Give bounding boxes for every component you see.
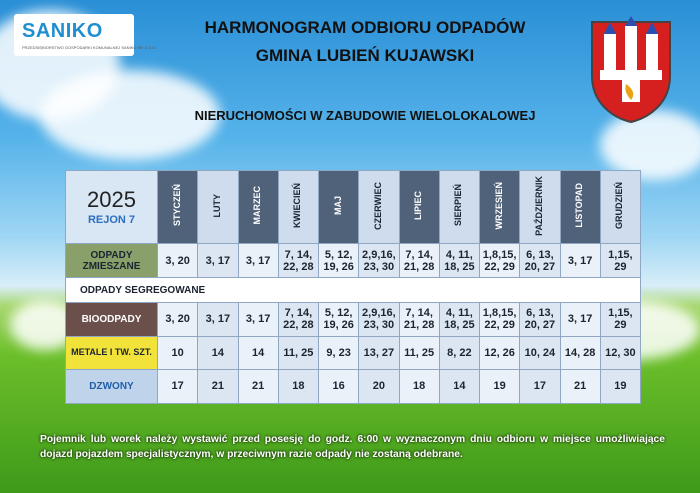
coat-of-arms-icon <box>586 14 676 124</box>
date-cell: 3, 17 <box>238 302 278 336</box>
date-cell: 3, 20 <box>158 243 198 277</box>
date-cell: 7, 14, 22, 28 <box>278 243 318 277</box>
row-label-mixed-waste: ODPADY ZMIESZANE <box>66 243 158 277</box>
date-cell: 1,15, 29 <box>600 243 640 277</box>
date-cell: 7, 14, 21, 28 <box>399 243 439 277</box>
date-cell: 18 <box>399 369 439 403</box>
date-cell: 6, 13, 20, 27 <box>520 302 560 336</box>
page-subtitle-municipality: GMINA LUBIEŃ KUJAWSKI <box>255 46 475 65</box>
segregated-section-row <box>66 278 641 302</box>
date-cell: 1,8,15, 22, 29 <box>480 302 520 336</box>
date-cell: 1,8,15, 22, 29 <box>480 243 520 277</box>
month-header: PAŹDZIERNIK <box>520 171 560 244</box>
date-cell: 9, 23 <box>319 337 359 369</box>
month-header: LIPIEC <box>399 171 439 244</box>
date-cell: 10 <box>158 337 198 369</box>
schedule-table <box>65 170 641 404</box>
date-cell: 19 <box>600 369 640 403</box>
date-cell: 14, 28 <box>560 337 600 369</box>
collection-note: Pojemnik lub worek należy wystawić przed posesję do godz. 6:00 w wyznaczonym dniu odbioru w miejsce umożliwiające dojazd pojazdem specjalistycznym, w przeciwnym razie odpady nie zostaną odebrane. <box>40 434 665 460</box>
date-cell: 21 <box>198 369 238 403</box>
date-cell: 17 <box>520 369 560 403</box>
date-cell: 14 <box>198 337 238 369</box>
date-cell: 19 <box>480 369 520 403</box>
date-cell: 16 <box>319 369 359 403</box>
month-header: LISTOPAD <box>560 171 600 244</box>
date-cell: 7, 14, 21, 28 <box>399 302 439 336</box>
date-cell: 21 <box>238 369 278 403</box>
month-header: LUTY <box>198 171 238 244</box>
date-cell: 14 <box>439 369 479 403</box>
row-label-metals-plastics: METALE I TW. SZT. <box>66 337 158 369</box>
date-cell: 3, 17 <box>198 302 238 336</box>
date-cell: 10, 24 <box>520 337 560 369</box>
date-cell: 6, 13, 20, 27 <box>520 243 560 277</box>
date-cell: 11, 25 <box>278 337 318 369</box>
saniko-logo <box>14 14 157 56</box>
logo-brand: SANIKO <box>22 20 103 42</box>
date-cell: 12, 26 <box>480 337 520 369</box>
date-cell: 8, 22 <box>439 337 479 369</box>
month-header: SIERPIEŃ <box>439 171 479 244</box>
table-row <box>66 369 641 403</box>
region: REJON 7 <box>87 214 136 227</box>
date-cell: 5, 12, 19, 26 <box>319 243 359 277</box>
year: 2025 <box>87 186 136 212</box>
year-region-header <box>66 171 158 244</box>
row-label-biowaste: BIOODPADY <box>66 302 158 336</box>
month-header: WRZESIEŃ <box>480 171 520 244</box>
date-cell: 18 <box>278 369 318 403</box>
date-cell: 14 <box>238 337 278 369</box>
date-cell: 3, 17 <box>238 243 278 277</box>
date-cell: 21 <box>560 369 600 403</box>
date-cell: 3, 17 <box>560 243 600 277</box>
date-cell: 2,9,16, 23, 30 <box>359 243 399 277</box>
date-cell: 20 <box>359 369 399 403</box>
table-row <box>66 302 641 336</box>
property-type-heading: NIERUCHOMOŚCI W ZABUDOWIE WIELOLOKALOWEJ <box>194 108 536 123</box>
table-row <box>66 337 641 369</box>
row-label-glass: DZWONY <box>66 369 158 403</box>
month-header: CZERWIEC <box>359 171 399 244</box>
date-cell: 17 <box>158 369 198 403</box>
month-header: KWIECIEŃ <box>278 171 318 244</box>
date-cell: 3, 20 <box>158 302 198 336</box>
date-cell: 4, 11, 18, 25 <box>439 302 479 336</box>
date-cell: 5, 12, 19, 26 <box>319 302 359 336</box>
date-cell: 13, 27 <box>359 337 399 369</box>
table-header-row <box>66 171 641 244</box>
table-row <box>66 243 641 277</box>
date-cell: 7, 14, 22, 28 <box>278 302 318 336</box>
date-cell: 1,15, 29 <box>600 302 640 336</box>
date-cell: 2,9,16, 23, 30 <box>359 302 399 336</box>
date-cell: 11, 25 <box>399 337 439 369</box>
date-cell: 3, 17 <box>198 243 238 277</box>
date-cell: 12, 30 <box>600 337 640 369</box>
date-cell: 3, 17 <box>560 302 600 336</box>
page-title: HARMONOGRAM ODBIORU ODPADÓW <box>204 18 526 37</box>
month-header: STYCZEŃ <box>158 171 198 244</box>
logo-tagline: PRZEDSIĘBIORSTWO GOSPODARKI KOMUNALNEJ SANIKO SP. Z O.O. <box>22 45 157 50</box>
date-cell: 4, 11, 18, 25 <box>439 243 479 277</box>
segregated-header: ODPADY SEGREGOWANE <box>66 278 641 302</box>
month-header: MARZEC <box>238 171 278 244</box>
month-header: GRUDZIEŃ <box>600 171 640 244</box>
month-header: MAJ <box>319 171 359 244</box>
